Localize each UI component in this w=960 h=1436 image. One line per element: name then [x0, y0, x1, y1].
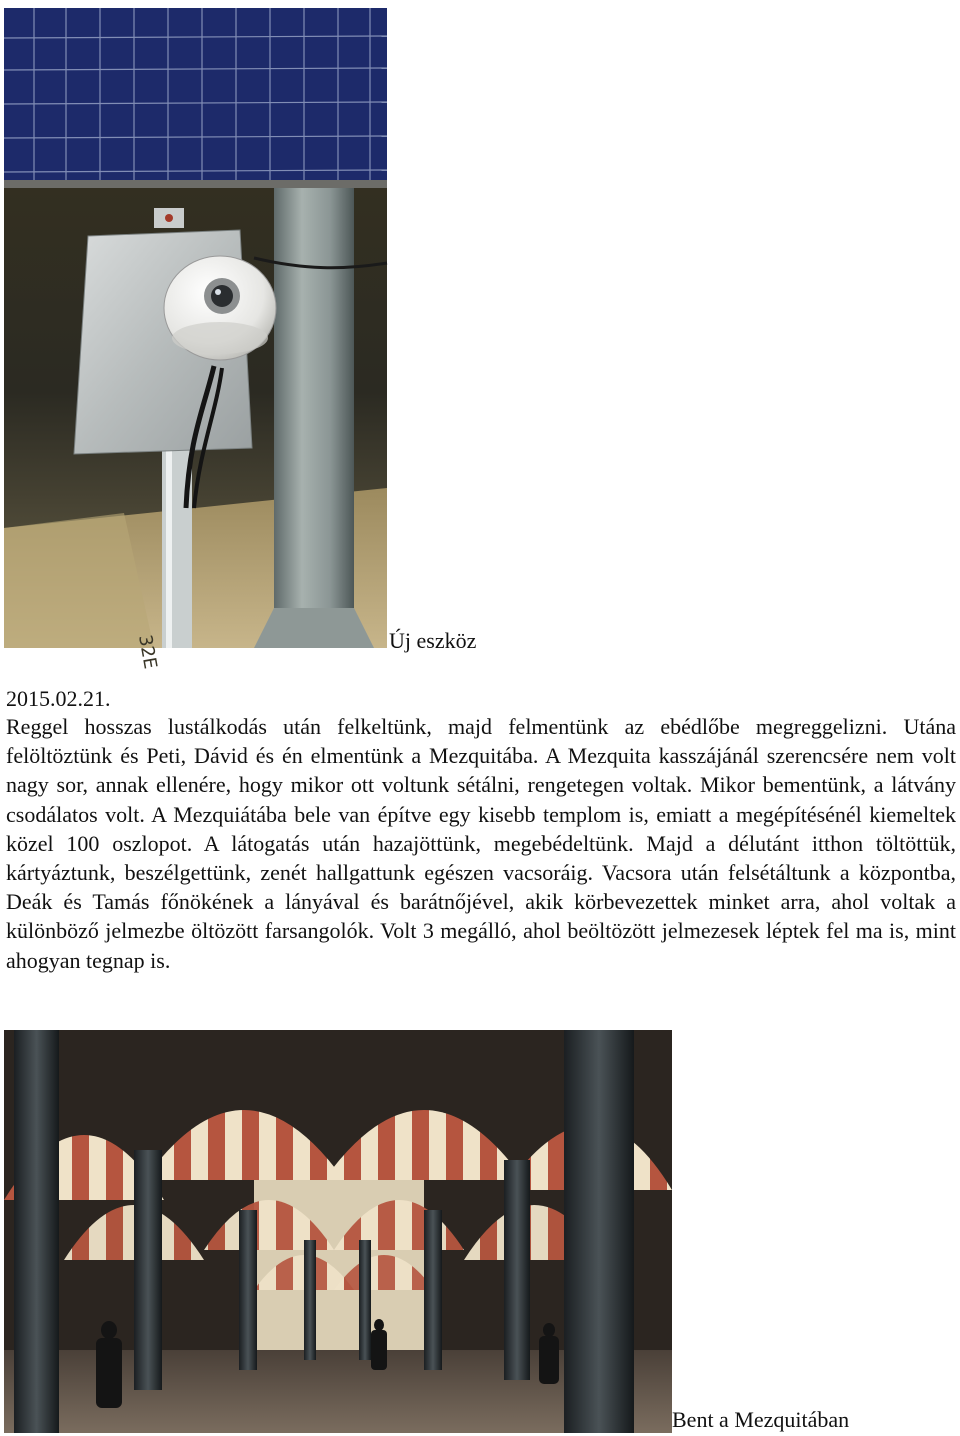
- entry-text: Reggel hosszas lustálkodás után felkeltünk, majd felmentünk az ebédlőbe megreggelizni. Utána felöltöztünk és Peti, Dávid és én elmentünk a Mezquitába. A Mezquita kasszájánál szerencsére nem volt nagy sor, annak ellenére, hogy mikor ott voltunk sétálni, rengetegen voltak. Mikor bementünk, a látvány csodálatos volt. A Mezquiátába bele van építve egy kisebb templom is, emiatt a megépítésénél kiemeltek közel 100 oszlopot. A látogatás után hazajöttünk, megebédeltünk. Majd a délutánt itthon töltöttük, kártyáztunk, beszélgettünk, zenét hallgattunk egészen vacsoráig. Vacsora után felsétáltunk a központba, Deák és Tamás főnökének a lányával és barátnőjével, akik körbevezettek minket arra, ahol voltak a különböző jelmezbe öltözött farsangolók. Volt 3 megálló, ahol beöltözött jelmezesek léptek fel ma is, mint ahogyan tegnap is.: [6, 714, 956, 973]
- svg-text:32E: 32E: [134, 633, 161, 671]
- entry-date: 2015.02.21.: [6, 686, 111, 711]
- photo2-caption: Bent a Mezquitában: [672, 1407, 850, 1432]
- photo1-caption: Új eszköz: [389, 628, 477, 653]
- mezquita-interior-photo: [4, 1030, 672, 1433]
- solar-sensor-photo: [4, 8, 387, 671]
